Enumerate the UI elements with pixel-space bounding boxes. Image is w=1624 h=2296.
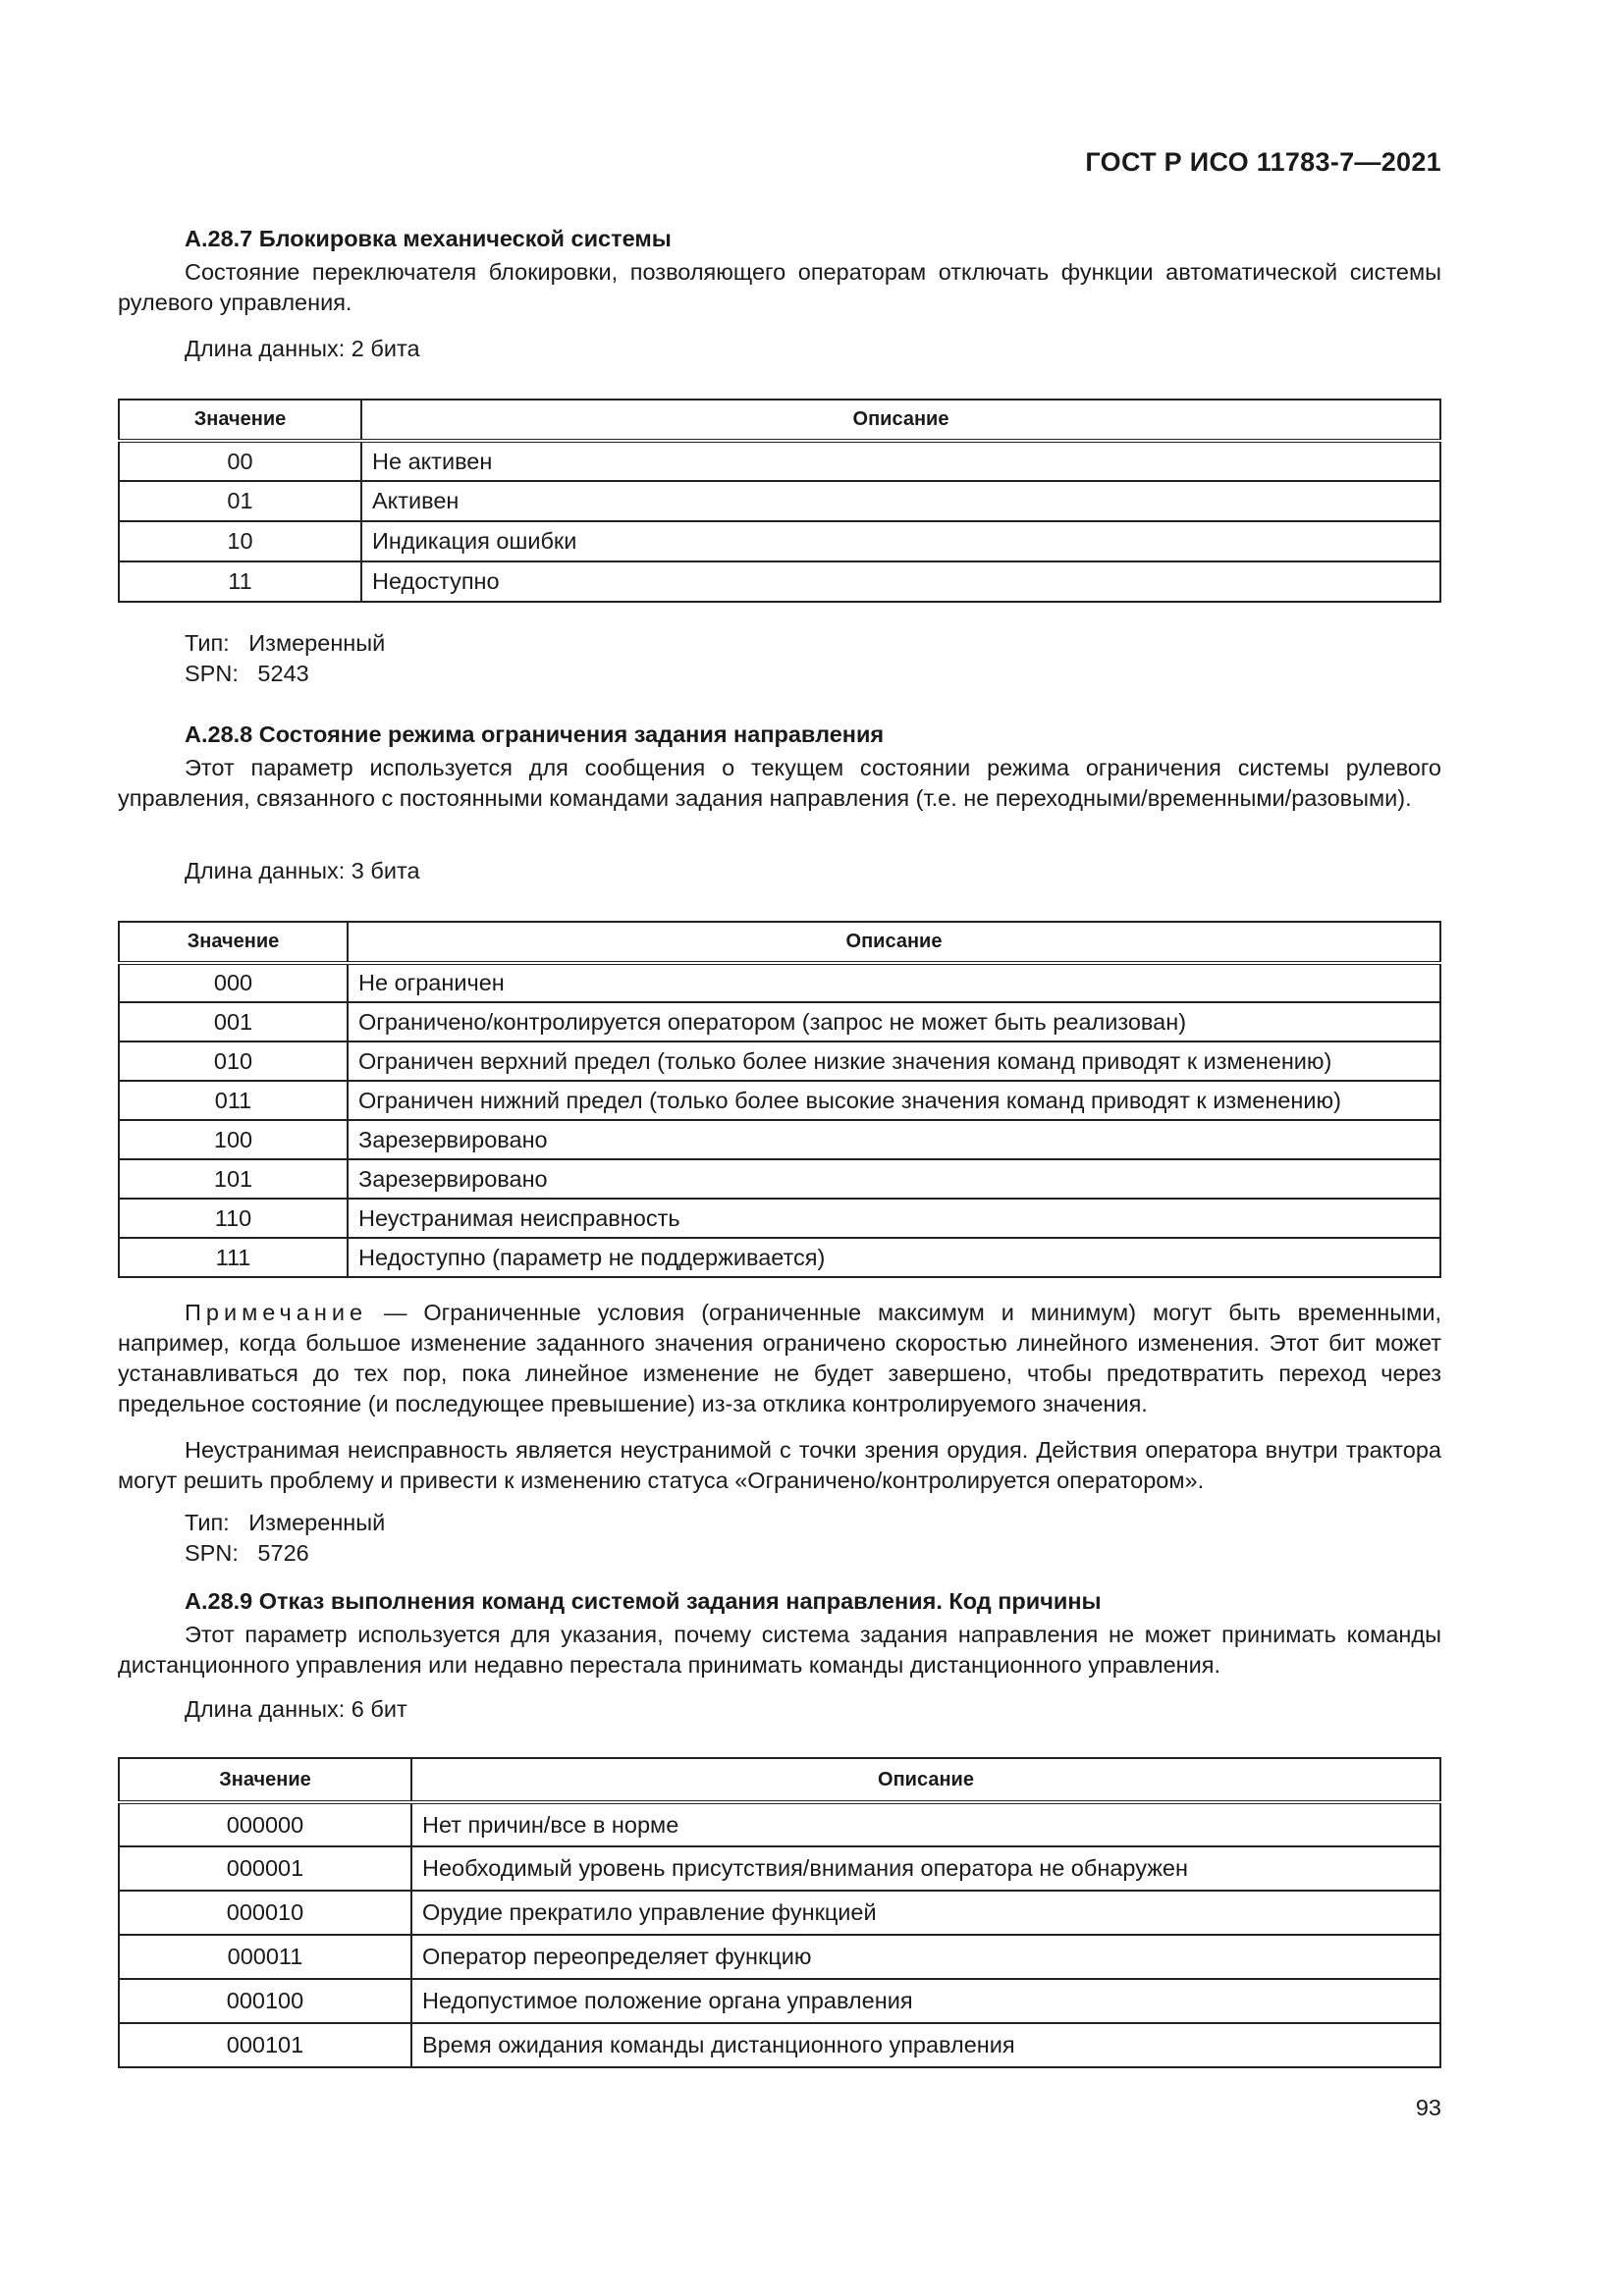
value-table-a28-9 xyxy=(118,1757,1441,2068)
description-cell: Недоступно xyxy=(361,561,1440,602)
description-cell: Индикация ошибки xyxy=(361,521,1440,561)
column-header-description: Описание xyxy=(348,922,1440,963)
value-cell: 010 xyxy=(119,1041,348,1081)
section-title-a28-7: А.28.7 Блокировка механической системы xyxy=(185,226,672,251)
description-cell: Недопустимое положение органа управления xyxy=(411,1979,1440,2023)
value-cell: 000100 xyxy=(119,1979,411,2023)
column-header-value: Значение xyxy=(119,1758,411,1802)
description-cell: Ограничено/контролируется оператором (запрос не может быть реализован) xyxy=(348,1002,1440,1041)
value-table-a28-8 xyxy=(118,921,1441,1278)
description-cell: Зарезервировано xyxy=(348,1120,1440,1159)
column-header-value: Значение xyxy=(119,922,348,963)
value-cell: 000101 xyxy=(119,2023,411,2067)
column-header-description: Описание xyxy=(411,1758,1440,1802)
spn-number: SPN: 5243 xyxy=(185,661,309,686)
table-row xyxy=(119,1891,1440,1935)
description-cell: Ограничен верхний предел (только более низкие значения команд приводят к изменению) xyxy=(348,1041,1440,1081)
value-cell: 011 xyxy=(119,1081,348,1120)
value-cell: 000001 xyxy=(119,1846,411,1891)
table-row xyxy=(119,1041,1440,1081)
description-cell: Время ожидания команды дистанционного управления xyxy=(411,2023,1440,2067)
section-description: Этот параметр используется для сообщения о текущем состоянии режима ограничения системы рулевого управления, связанного с постоянными командами задания направления (т.е. не переходными/временными/разовыми). xyxy=(118,755,1441,811)
table-row xyxy=(119,1846,1440,1891)
column-header-value: Значение xyxy=(119,400,361,441)
column-header-description: Описание xyxy=(361,400,1440,441)
value-cell: 01 xyxy=(119,481,361,521)
description-cell: Неустранимая неисправность xyxy=(348,1199,1440,1238)
description-cell: Ограничен нижний предел (только более высокие значения команд приводят к изменению) xyxy=(348,1081,1440,1120)
note-paragraph xyxy=(118,1298,1441,1419)
table-row xyxy=(119,963,1440,1002)
table-row xyxy=(119,1802,1440,1846)
value-cell: 101 xyxy=(119,1159,348,1199)
value-cell: 11 xyxy=(119,561,361,602)
value-cell: 000010 xyxy=(119,1891,411,1935)
table-row xyxy=(119,521,1440,561)
value-cell: 000000 xyxy=(119,1802,411,1846)
table-row xyxy=(119,1081,1440,1120)
value-cell: 000 xyxy=(119,963,348,1002)
table-row xyxy=(119,1159,1440,1199)
note-label: Примечание xyxy=(185,1300,368,1325)
description-cell: Зарезервировано xyxy=(348,1159,1440,1199)
value-cell: 111 xyxy=(119,1238,348,1277)
table-row xyxy=(119,1199,1440,1238)
table-row xyxy=(119,2023,1440,2067)
description-cell: Орудие прекратило управление функцией xyxy=(411,1891,1440,1935)
value-cell: 001 xyxy=(119,1002,348,1041)
fault-paragraph: Неустранимая неисправность является неустранимой с точки зрения орудия. Действия оператора внутри трактора могут решить проблему и привести к изменению статуса «Ограничено/контролируется оператором». xyxy=(118,1437,1441,1493)
description-cell: Активен xyxy=(361,481,1440,521)
value-cell: 100 xyxy=(119,1120,348,1159)
value-cell: 110 xyxy=(119,1199,348,1238)
document-header: ГОСТ Р ИСО 11783-7—2021 xyxy=(1085,147,1441,177)
data-length: Длина данных: 3 бита xyxy=(185,858,420,883)
section-description: Состояние переключателя блокировки, позволяющего операторам отключать функции автоматической системы рулевого управления. xyxy=(118,259,1441,315)
parameter-type: Тип: Измеренный xyxy=(185,1510,386,1535)
spn-number: SPN: 5726 xyxy=(185,1540,309,1566)
table-row xyxy=(119,1935,1440,1979)
value-table-a28-7 xyxy=(118,399,1441,603)
description-cell: Не ограничен xyxy=(348,963,1440,1002)
table-row xyxy=(119,561,1440,602)
note-text: — Ограниченные условия (ограниченные максимум и минимум) могут быть временными, например, когда большое изменение заданного значения ограничено скоростью линейного изменения. Этот бит может устанавливаться до тех пор, пока линейное изменение не будет завершено, чтобы предотвратить переход через предельное состояние (и последующее превышение) из-за отклика контролируемого значения. xyxy=(118,1300,1441,1416)
value-cell: 000011 xyxy=(119,1935,411,1979)
page-number: 93 xyxy=(1415,2095,1441,2120)
value-cell: 00 xyxy=(119,441,361,481)
description-cell: Необходимый уровень присутствия/внимания оператора не обнаружен xyxy=(411,1846,1440,1891)
table-row xyxy=(119,441,1440,481)
table-row xyxy=(119,1979,1440,2023)
data-length: Длина данных: 2 бита xyxy=(185,336,420,361)
section-title-a28-9: А.28.9 Отказ выполнения команд системой задания направления. Код причины xyxy=(185,1588,1102,1614)
data-length: Длина данных: 6 бит xyxy=(185,1696,407,1722)
parameter-type: Тип: Измеренный xyxy=(185,630,386,656)
table-row xyxy=(119,1002,1440,1041)
table-row xyxy=(119,481,1440,521)
description-cell: Оператор переопределяет функцию xyxy=(411,1935,1440,1979)
description-cell: Недоступно (параметр не поддерживается) xyxy=(348,1238,1440,1277)
value-cell: 10 xyxy=(119,521,361,561)
section-description: Этот параметр используется для указания, почему система задания направления не может принимать команды дистанционного управления или недавно перестала принимать команды дистанционного управления. xyxy=(118,1622,1441,1678)
description-cell: Нет причин/все в норме xyxy=(411,1802,1440,1846)
table-row xyxy=(119,1120,1440,1159)
table-row xyxy=(119,1238,1440,1277)
section-title-a28-8: А.28.8 Состояние режима ограничения задания направления xyxy=(185,721,885,747)
description-cell: Не активен xyxy=(361,441,1440,481)
